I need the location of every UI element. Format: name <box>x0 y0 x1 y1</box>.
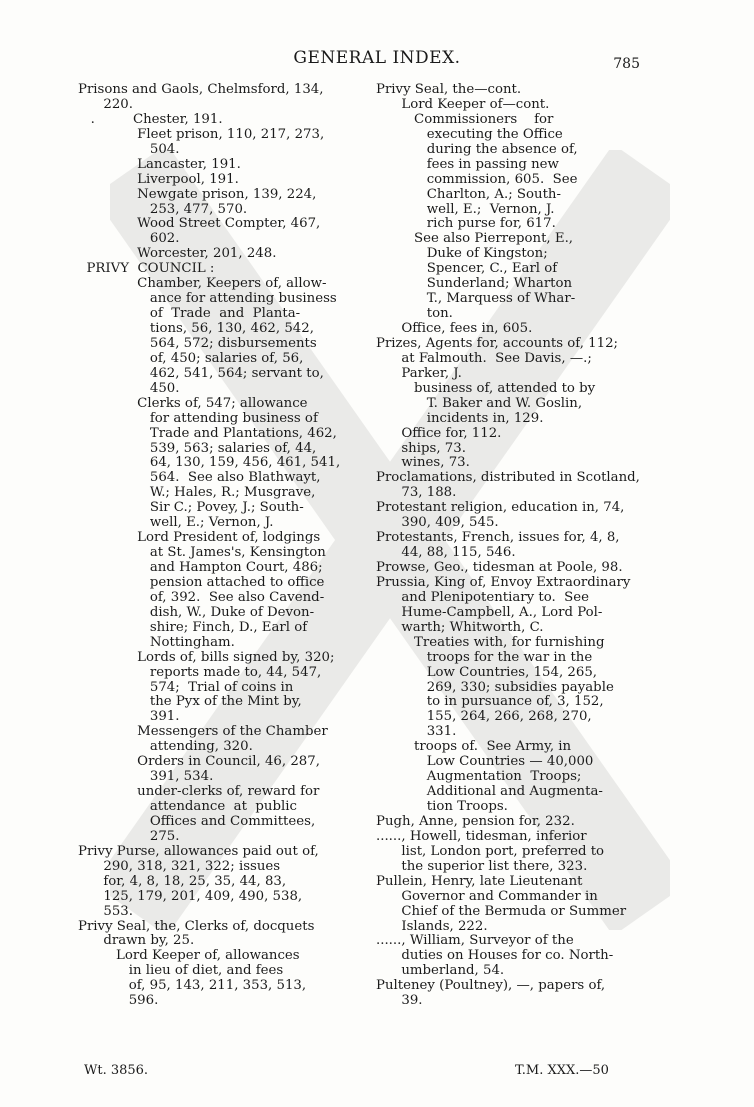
index-entry-line: 462, 541, 564; servant to, <box>78 365 324 381</box>
index-entry-line: 391, 534. <box>78 769 214 785</box>
index-entry-line: attendance at public <box>78 799 297 814</box>
index-entry-line: during the absence of, <box>376 141 578 157</box>
index-entry-line: Sunderland; Wharton <box>376 276 573 292</box>
index-entry-line: Additional and Augmenta- <box>376 784 603 800</box>
index-entry-line: 504. <box>78 141 180 157</box>
index-entry-line: 44, 88, 115, 546. <box>376 545 516 561</box>
index-entry-line: Treaties with, for furnishing <box>376 634 605 650</box>
index-entry-line: 290, 318, 321, 322; issues <box>78 858 281 874</box>
index-entry-line: Parker, J. <box>376 365 462 381</box>
index-entry-line: Governor and Commander in <box>376 888 598 904</box>
index-entry-line: 331. <box>376 724 457 740</box>
index-entry-line: Liverpool, 191. <box>78 171 239 187</box>
index-entry-line: Hume-Campbell, A., Lord Pol- <box>376 604 603 620</box>
index-entry-line: 125, 179, 201, 409, 490, 538, <box>78 888 303 904</box>
index-entry-line: 155, 264, 266, 268, 270, <box>376 709 592 725</box>
index-entry-line: of, 95, 143, 211, 353, 513, <box>78 978 307 994</box>
index-entry-line: 450. <box>78 380 180 396</box>
index-entry-line: Lancaster, 191. <box>78 156 241 172</box>
index-entry-line: of, 450; salaries of, 56, <box>78 350 304 366</box>
index-entry-line: tions, 56, 130, 462, 542, <box>78 321 314 336</box>
index-entry-line: 73, 188. <box>376 485 457 501</box>
index-entry-line: Pullein, Henry, late Lieutenant <box>376 873 583 889</box>
index-entry-line: list, London port, preferred to <box>376 843 605 859</box>
index-entry-line: Prizes, Agents for, accounts of, 112; <box>376 335 619 351</box>
index-entry-line: to in pursuance of, 3, 152, <box>376 694 604 710</box>
index-entry-line: ance for attending business <box>78 291 337 307</box>
index-entry-line: ton. <box>376 306 453 322</box>
index-entry-line: Privy Seal, the, Clerks of, docquets <box>78 918 315 934</box>
index-entry-line: at St. James's, Kensington <box>78 545 326 561</box>
index-entry-line: rich purse for, 617. <box>376 216 556 232</box>
index-entry-line: and Hampton Court, 486; <box>78 560 323 575</box>
index-entry-line: Lords of, bills signed by, 320; <box>78 649 335 665</box>
index-entry-line: 574; Trial of coins in <box>78 679 294 695</box>
index-entry-line: Orders in Council, 46, 287, <box>78 754 320 770</box>
index-entry-line: wines, 73. <box>376 455 470 471</box>
index-entry-line: drawn by, 25. <box>78 933 195 949</box>
index-entry-line: Office for, 112. <box>376 425 502 441</box>
index-entry-line: Duke of Kingston; <box>376 246 548 262</box>
index-entry-line: the superior list there, 323. <box>376 858 588 874</box>
index-entry-line: 275. <box>78 828 180 844</box>
index-entry-line: See also Pierrepont, E., <box>376 231 574 247</box>
index-entry-line: Chief of the Bermuda or Summer <box>376 903 627 919</box>
index-entry-line: Protestants, French, issues for, 4, 8, <box>376 530 620 546</box>
index-entry-line: 553. <box>78 903 133 919</box>
index-entry-line: Protestant religion, education in, 74, <box>376 500 625 516</box>
page-header <box>0 48 754 76</box>
index-entry-line: ships, 73. <box>376 440 466 456</box>
index-entry-line: Proclamations, distributed in Scotland, <box>376 470 640 486</box>
index-entry-line: T., Marquess of Whar- <box>376 291 576 307</box>
index-entry-line: commission, 605. See <box>376 171 578 187</box>
index-entry-line: Islands, 222. <box>376 918 488 934</box>
index-entry-line: Prisons and Gaols, Chelmsford, 134, <box>78 82 324 97</box>
index-entry-line: Messengers of the Chamber <box>78 724 328 740</box>
index-entry-line: Lord President of, lodgings <box>78 530 321 546</box>
index-entry-line: Office, fees in, 605. <box>376 321 533 336</box>
index-entry-line: well, E.; Vernon, J. <box>78 515 274 531</box>
index-entry-line: Chamber, Keepers of, allow- <box>78 276 327 292</box>
index-entry-line: tion Troops. <box>376 799 508 814</box>
index-entry-line: warth; Whitworth, C. <box>376 619 544 635</box>
index-entry-line: Spencer, C., Earl of <box>376 261 558 277</box>
index-entry-line: for, 4, 8, 18, 25, 35, 44, 83, <box>78 873 287 889</box>
index-entry-line: 220. <box>78 96 133 112</box>
footer-print-mark: Wt. 3856. <box>84 1063 149 1078</box>
index-entry-line: well, E.; Vernon, J. <box>376 201 555 217</box>
footer-signature-mark: T.M. XXX.—50 <box>515 1063 609 1078</box>
index-entry-line: Nottingham. <box>78 634 235 650</box>
index-entry-line: in lieu of diet, and fees <box>78 963 284 979</box>
index-entry-line: pension attached to office <box>78 574 325 590</box>
index-entry-line: 564, 572; disbursements <box>78 335 317 351</box>
index-entry-line: at Falmouth. See Davis, —.; <box>376 350 592 366</box>
index-entry-line: 39. <box>376 993 423 1009</box>
index-entry-line: . Chester, 191. <box>78 111 223 127</box>
index-entry-line: Privy Seal, the—cont. <box>376 82 522 97</box>
index-entry-line: 539, 563; salaries of, 44, <box>78 440 317 456</box>
index-entry-line: Fleet prison, 110, 217, 273, <box>78 126 325 142</box>
index-entry-line: incidents in, 129. <box>376 410 544 426</box>
index-entry-line: business of, attended to by <box>376 380 596 396</box>
index-entry-line: Lord Keeper of, allowances <box>78 948 300 964</box>
index-entry-line: dish, W., Duke of Devon- <box>78 604 315 620</box>
index-entry-line: 391. <box>78 709 180 725</box>
index-entry-line: Prowse, Geo., tidesman at Poole, 98. <box>376 560 623 575</box>
index-entry-line: executing the Office <box>376 126 563 142</box>
index-entry-line: Charlton, A.; South- <box>376 186 561 202</box>
index-entry-line: fees in passing new <box>376 156 559 172</box>
index-entry-line: Commissioners for <box>376 111 554 127</box>
index-entry-line: ......, Howell, tidesman, inferior <box>376 828 587 844</box>
index-entry-line: and Plenipotentiary to. See <box>376 589 590 605</box>
index-entry-line: Offices and Committees, <box>78 813 316 829</box>
index-entry-line: Pugh, Anne, pension for, 232. <box>376 813 575 829</box>
index-entry-line: Low Countries, 154, 265, <box>376 664 598 680</box>
index-entry-line: shire; Finch, D., Earl of <box>78 619 308 635</box>
left-index-column <box>78 83 346 1009</box>
index-entry-line: Sir C.; Povey, J.; South- <box>78 500 304 516</box>
index-entry-line: 253, 477, 570. <box>78 201 248 217</box>
index-entry-line: Wood Street Compter, 467, <box>78 216 321 232</box>
index-entry-line: Lord Keeper of—cont. <box>376 96 550 112</box>
index-entry-line: 564. See also Blathwayt, <box>78 470 321 486</box>
index-entry-line: Newgate prison, 139, 224, <box>78 186 317 202</box>
index-entry-line: troops of. See Army, in <box>376 739 572 755</box>
index-entry-line: T. Baker and W. Goslin, <box>376 395 583 411</box>
index-entry-line: Clerks of, 547; allowance <box>78 395 308 411</box>
index-entry-line: 269, 330; subsidies payable <box>376 679 614 695</box>
index-entry-line: Trade and Plantations, 462, <box>78 425 337 441</box>
running-title: GENERAL INDEX. <box>293 48 461 68</box>
index-entry-line: for attending business of <box>78 410 318 426</box>
index-entry-line: Worcester, 201, 248. <box>78 246 277 262</box>
index-entry-line: of, 392. See also Cavend- <box>78 589 325 605</box>
index-entry-line: under-clerks of, reward for <box>78 784 320 800</box>
index-entry-line: reports made to, 44, 547, <box>78 664 322 680</box>
index-entry-line: Augmentation Troops; <box>376 769 582 785</box>
index-entry-line: ......, William, Surveyor of the <box>376 933 574 949</box>
index-entry-line: duties on Houses for co. North- <box>376 948 614 964</box>
index-entry-line: Privy Purse, allowances paid out of, <box>78 843 319 859</box>
index-entry-line: Low Countries — 40,000 <box>376 754 594 770</box>
index-entry-line: 602. <box>78 231 180 247</box>
index-entry-line: of Trade and Planta- <box>78 306 301 322</box>
index-entry-line: Pulteney (Poultney), —, papers of, <box>376 978 606 994</box>
right-index-column <box>376 83 638 1009</box>
index-entry-line: 596. <box>78 993 159 1009</box>
index-entry-line: PRIVY COUNCIL : <box>78 261 215 277</box>
index-entry-line: attending, 320. <box>78 739 253 755</box>
page-number: 785 <box>613 56 640 72</box>
index-entry-line: troops for the war in the <box>376 649 593 665</box>
index-entry-line: umberland, 54. <box>376 963 505 979</box>
index-entry-line: W.; Hales, R.; Musgrave, <box>78 485 316 501</box>
index-entry-line: the Pyx of the Mint by, <box>78 694 302 710</box>
index-entry-line: Prussia, King of, Envoy Extraordinary <box>376 574 631 590</box>
index-entry-line: 64, 130, 159, 456, 461, 541, <box>78 455 341 471</box>
index-entry-line: 390, 409, 545. <box>376 515 499 531</box>
